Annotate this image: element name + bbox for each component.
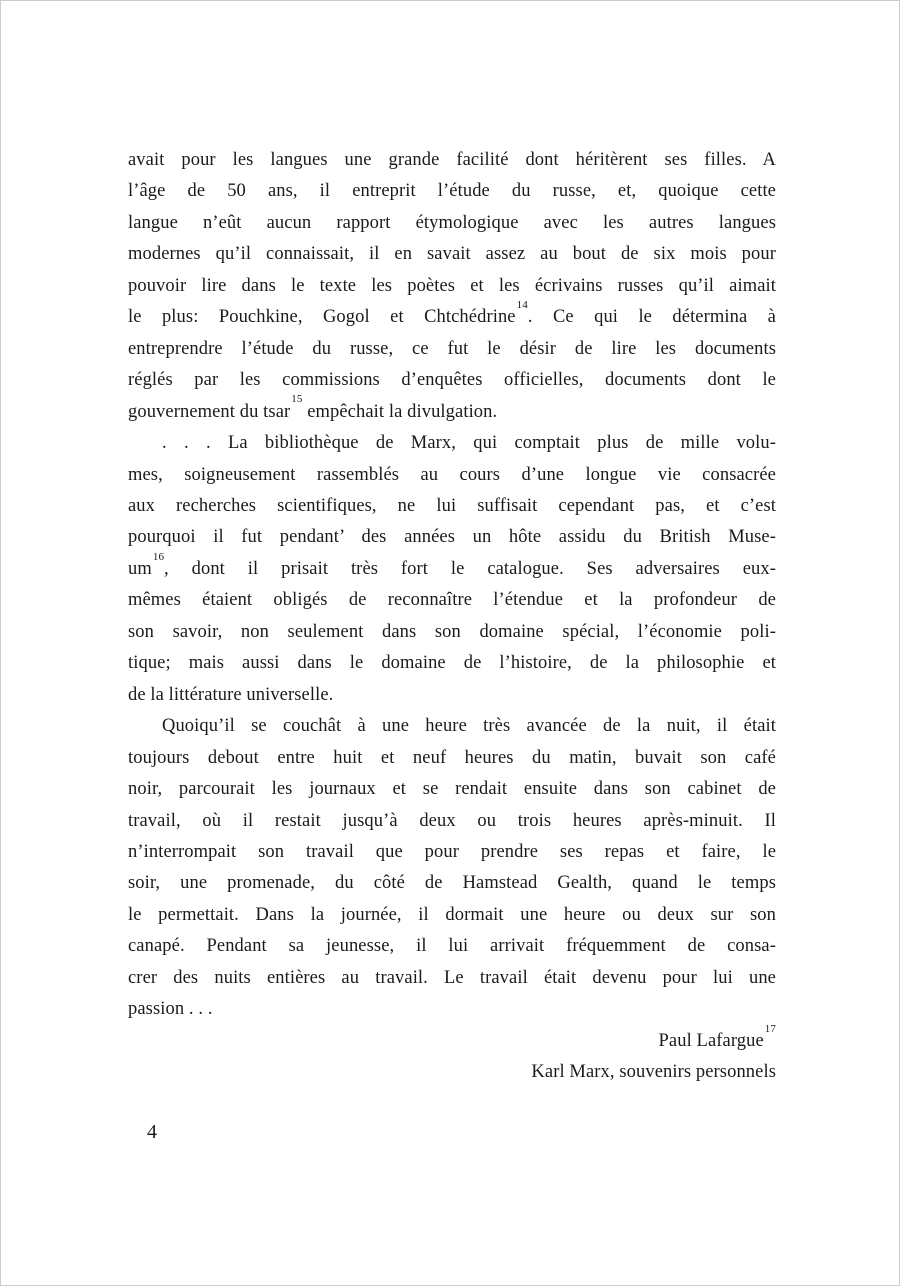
paragraph: [128, 145, 776, 428]
text-block: [128, 145, 776, 1089]
text-line: [128, 837, 776, 868]
text-line: [128, 176, 776, 207]
text-segment: mêmes étaient obligés de reconnaître l’étendue et la profondeur de: [128, 590, 776, 611]
text-line: [128, 334, 776, 365]
footnote-marker: 17: [764, 1022, 776, 1035]
text-line: [128, 271, 776, 302]
text-line: [128, 585, 776, 616]
attribution-block: [128, 1022, 776, 1089]
text-segment: son savoir, non seulement dans son domaine spécial, l’économie poli-: [128, 621, 776, 642]
text-segment: empêchait la divulgation.: [302, 401, 498, 422]
text-line: [128, 491, 776, 522]
text-line: [128, 365, 776, 396]
text-line: [128, 994, 776, 1025]
text-line: [128, 806, 776, 837]
text-line: [128, 522, 776, 553]
text-segment: . . . La bibliothèque de Marx, qui comptait plus de mille volu-: [162, 433, 776, 454]
text-segment: tique; mais aussi dans le domaine de l’histoire, de la philosophie et: [128, 653, 776, 674]
paragraph: [128, 711, 776, 1026]
footnote-marker: 14: [516, 299, 528, 312]
text-line: [128, 393, 776, 428]
text-segment: passion . . .: [128, 999, 213, 1020]
text-segment: le plus: Pouchkine, Gogol et Chtchédrine: [128, 307, 516, 328]
text-segment: crer des nuits entières au travail. Le travail était devenu pour lui une: [128, 967, 776, 988]
text-line: [128, 711, 776, 742]
text-segment: , dont il prisait très fort le catalogue. Ses adversaires eux-: [164, 558, 776, 579]
text-segment: entreprendre l’étude du russe, ce fut le désir de lire les documents: [128, 338, 776, 359]
text-line: [128, 299, 776, 333]
text-segment: pouvoir lire dans le texte les poètes et les écrivains russes qu’il aimait: [128, 275, 776, 296]
text-segment: Paul Lafargue: [658, 1030, 764, 1051]
text-line: [128, 428, 776, 459]
text-line: [128, 208, 776, 239]
text-segment: langue n’eût aucun rapport étymologique avec les autres langues: [128, 212, 776, 233]
text-segment: avait pour les langues une grande facilité dont héritèrent ses filles. A: [128, 150, 776, 170]
text-segment: le permettait. Dans la journée, il dormait une heure ou deux sur son: [128, 904, 776, 925]
text-segment: aux recherches scientifiques, ne lui suffisait cependant pas, et c’est: [128, 495, 776, 516]
attribution-line: [128, 1057, 776, 1088]
footnote-marker: 16: [152, 550, 165, 563]
text-line: [128, 868, 776, 899]
text-segment: toujours debout entre huit et neuf heures du matin, buvait son café: [128, 747, 776, 768]
text-segment: Quoiqu’il se couchât à une heure très avancée de la nuit, il était: [162, 716, 776, 737]
text-line: [128, 743, 776, 774]
text-segment: n’interrompait son travail que pour prendre ses repas et faire, le: [128, 841, 776, 862]
page-number: 4: [147, 1121, 157, 1143]
text-line: [128, 931, 776, 962]
attribution-line: [128, 1022, 776, 1057]
footnote-marker: 15: [291, 393, 303, 406]
text-segment: travail, où il restait jusqu’à deux ou trois heures après-minuit. Il: [128, 810, 776, 831]
text-line: [128, 460, 776, 491]
text-segment: . Ce qui le détermina à: [527, 307, 776, 328]
text-line: [128, 774, 776, 805]
text-segment: um: [128, 558, 152, 579]
text-segment: noir, parcourait les journaux et se rendait ensuite dans son cabinet de: [128, 779, 776, 800]
text-line: [128, 550, 776, 585]
text-line: [128, 680, 776, 711]
text-line: [128, 145, 776, 176]
text-segment: de la littérature universelle.: [128, 684, 334, 705]
text-segment: canapé. Pendant sa jeunesse, il lui arrivait fréquemment de consa-: [128, 936, 776, 957]
text-line: [128, 963, 776, 994]
text-segment: Karl Marx, souvenirs personnels: [531, 1062, 776, 1083]
text-segment: gouvernement du tsar: [128, 401, 291, 422]
text-line: [128, 617, 776, 648]
text-segment: mes, soigneusement rassemblés au cours d’une longue vie consacrée: [128, 464, 776, 485]
text-segment: l’âge de 50 ans, il entreprit l’étude du russe, et, quoique cette: [128, 181, 776, 202]
text-segment: soir, une promenade, du côté de Hamstead Gealth, quand le temps: [128, 873, 776, 894]
text-segment: réglés par les commissions d’enquêtes officielles, documents dont le: [128, 370, 776, 391]
text-line: [128, 900, 776, 931]
text-line: [128, 239, 776, 270]
text-segment: pourquoi il fut pendant’ des années un hôte assidu du British Muse-: [128, 527, 776, 548]
text-segment: modernes qu’il connaissait, il en savait assez au bout de six mois pour: [128, 244, 776, 265]
paragraph: [128, 428, 776, 711]
text-line: [128, 648, 776, 679]
